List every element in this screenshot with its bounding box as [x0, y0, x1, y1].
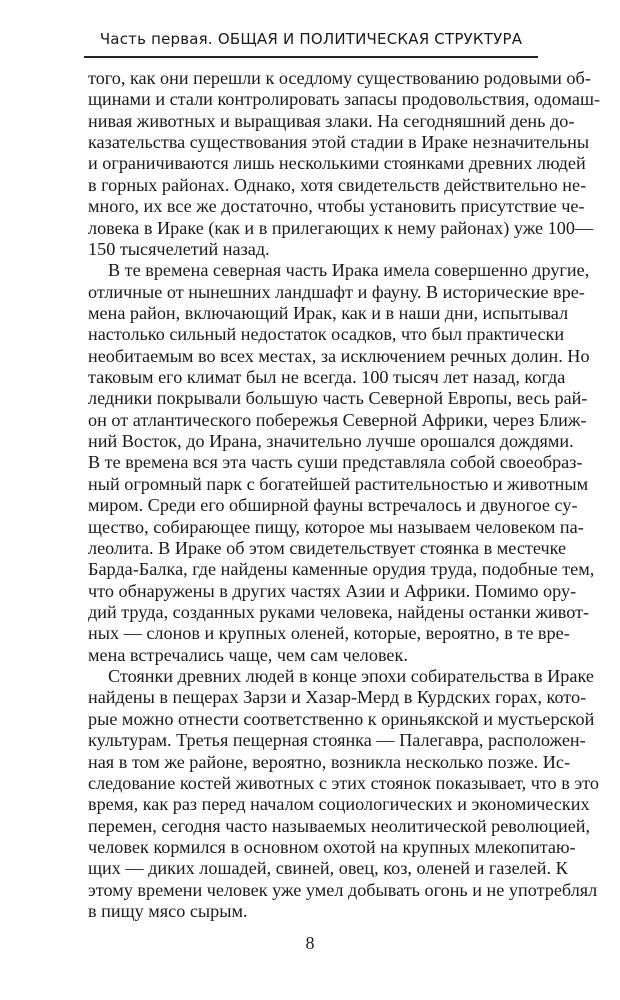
- text-line: отличные от нынешних ландшафт и фауну. В исторические вре-: [88, 281, 585, 302]
- text-line: ний Восток, до Ирана, значительно лучше орошался дождями.: [88, 431, 574, 452]
- text-line: ловека в Ираке (как и в прилегающих к нему районах) уже 100—: [88, 217, 594, 238]
- text-line: культурам. Третья пещерная стоянка — Палегавра, расположен-: [88, 730, 586, 751]
- text-line: найдены в пещерах Зарзи и Хазар-Мерд в Курдских горах, кото-: [88, 687, 587, 708]
- text-line: Барда-Балка, где найдены каменные орудия труда, подобные тем,: [88, 559, 595, 580]
- text-line: перемен, сегодня часто называемых неолитической революцией,: [88, 815, 591, 836]
- text-line: и ограничиваются лишь несколькими стоянками древних людей: [88, 153, 586, 174]
- text-line: ный огромный парк с богатейшей растительностью и животным: [88, 473, 589, 494]
- text-line: 150 тысячелетий назад.: [88, 238, 270, 259]
- text-line: в горных районах. Однако, хотя свидетельств действительно не-: [88, 174, 587, 195]
- text-line: настолько сильный недостаток осадков, что был практически: [88, 324, 565, 345]
- text-line: человек кормился в основном охотой на крупных млекопитаю-: [88, 836, 576, 857]
- running-header: Часть первая. ОБЩАЯ И ПОЛИТИЧЕСКАЯ СТРУКТУРА: [99, 30, 523, 48]
- text-line: щих — диких лошадей, свиней, овец, коз, оленей и газелей. К: [88, 858, 568, 879]
- paragraph: [88, 68, 601, 260]
- text-line: миром. Среди его обширной фауны встречалось и двуногое су-: [88, 495, 578, 516]
- text-line: много, их все же достаточно, чтобы установить присутствие че-: [88, 196, 585, 217]
- text-line: ледники покрывали большую часть Северной Европы, весь рай-: [88, 388, 588, 409]
- paragraph: [88, 666, 599, 922]
- text-line: щинами и стали контролировать запасы продовольствия, одомаш-: [88, 89, 601, 110]
- text-line: дий труда, созданных руками человека, найдены останки живот-: [88, 601, 590, 622]
- text-line: в пищу мясо сырым.: [88, 901, 248, 922]
- text-line: Стоянки древних людей в конце эпохи собирательства в Ираке: [108, 666, 594, 687]
- text-line: необитаемым во всех местах, за исключением речных долин. Но: [88, 345, 590, 366]
- text-line: казательства существования этой стадии в Ираке незначительны: [88, 132, 590, 153]
- text-line: В те времена северная часть Ирака имела совершенно другие,: [108, 260, 590, 281]
- text-line: В те времена вся эта часть суши представляла собой своеобраз-: [88, 452, 583, 473]
- text-line: следование костей животных с этих стоянок показывает, что в это: [88, 772, 599, 793]
- page-body: [88, 68, 601, 922]
- text-line: ная в том же районе, вероятно, возникла несколько позже. Ис-: [88, 751, 571, 772]
- paragraph: [88, 260, 595, 666]
- text-line: щество, собирающее пищу, которое мы называем человеком па-: [88, 516, 584, 537]
- header-rule: [84, 56, 538, 58]
- text-line: того, как они перешли к оседлому существованию родовыми об-: [88, 68, 591, 88]
- text-line: ных — слонов и крупных оленей, которые, вероятно, в те вре-: [88, 623, 570, 644]
- text-line: таковым его климат был не всегда. 100 тысяч лет назад, когда: [88, 367, 566, 388]
- page-number: 8: [305, 933, 315, 953]
- text-line: мена встречались чаще, чем сам человек.: [88, 644, 408, 665]
- text-line: время, как раз перед началом социологических и экономических: [88, 794, 590, 815]
- text-line: леолита. В Ираке об этом свидетельствует стоянка в местечке: [88, 537, 567, 558]
- text-line: что обнаружены в других частях Азии и Африки. Помимо ору-: [88, 580, 577, 601]
- text-line: нивая животных и выращивая злаки. На сегодняшний день до-: [88, 110, 575, 131]
- text-line: он от атлантического побережья Северной Африки, через Ближ-: [88, 409, 587, 430]
- text-line: рые можно отнести соответственно к ориньякской и мустьерской: [88, 708, 595, 729]
- text-line: мена район, включающий Ирак, как и в наши дни, испытывал: [88, 302, 569, 323]
- text-line: этому времени человек уже умел добывать огонь и не употреблял: [88, 879, 598, 900]
